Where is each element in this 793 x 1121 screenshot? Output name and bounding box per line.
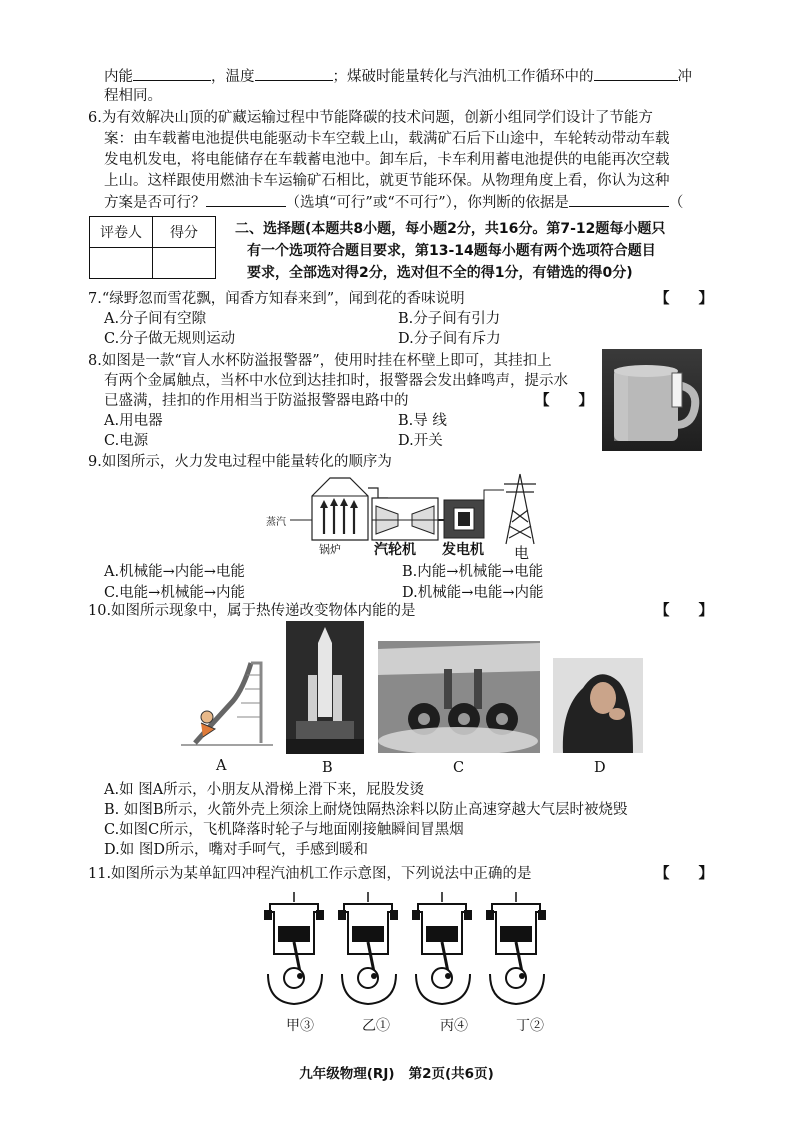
label-img-d: D [594, 760, 606, 776]
q9-option-a[interactable]: A.机械能→内能→电能 [104, 564, 245, 580]
q9-option-b[interactable]: B.内能→机械能→电能 [402, 564, 544, 580]
mug-photo [602, 349, 702, 451]
q8-option-c[interactable]: C.电源 [104, 433, 149, 449]
engine-label-yi: 乙① [362, 1018, 390, 1034]
engine-label-ding: 丁② [516, 1018, 544, 1034]
q5-line1: 内能 ，温度 ；煤破时能量转化与汽油机工作循环中的 冲 [104, 66, 692, 87]
page-footer: 九年级物理(RJ) 第2页(共6页) [299, 1066, 494, 1082]
rocket-image [286, 621, 364, 754]
four-stroke-engine-svg [260, 892, 550, 1010]
q6-line3: 发电机发电，将电能储存在车载蓄电池中。卸车后，卡车利用蓄电池提供的电能再次空载 [104, 152, 670, 168]
q7-option-d[interactable]: D.分子间有斥力 [398, 331, 501, 347]
q9-option-d[interactable]: D.机械能→电能→内能 [402, 585, 544, 601]
q8-line2: 有两个金属触点，当杯中水位到达挂扣时，报警器会发出蜂鸣声，提示水 [104, 373, 568, 389]
slide-image [181, 655, 273, 750]
q8-answer-bracket[interactable]: 【 】 [535, 393, 593, 409]
plane-landing-icon [378, 641, 540, 753]
label-img-a: A [216, 758, 227, 774]
section2-line3: 要求，全部选对得2分，选对但不全的得1分，有错选的得0分) [247, 265, 633, 281]
q8-option-a[interactable]: A.用电器 [104, 413, 163, 429]
q10-option-d[interactable]: D.如 图D所示，嘴对手呵气，手感到暖和 [104, 842, 368, 858]
q6-line4: 上山。这样跟使用燃油卡车运输矿石相比，就更节能环保。从物理角度上看，你认为这种 [104, 173, 670, 189]
q8-line1: 8.如图是一款“盲人水杯防溢报警器”，使用时挂在杯壁上即可，其挂扣上 [88, 353, 552, 369]
label-steam: 蒸汽 [266, 517, 286, 528]
q10-option-c[interactable]: C.如图C所示，飞机降落时轮子与地面刚接触瞬间冒黑烟 [104, 822, 464, 838]
label-generator: 发电机 [442, 542, 484, 558]
q9-option-c[interactable]: C.电能→机械能→内能 [104, 585, 245, 601]
q8-line3: 已盛满，挂扣的作用相当于防溢报警器电路中的 [104, 393, 409, 409]
engine-strokes-diagram [260, 892, 550, 1010]
label-img-b: B [322, 760, 333, 776]
section2-line1: 二、选择题(本题共8小题，每小题2分，共16分。第7-12题每小题只 [235, 221, 666, 237]
plane-image [378, 641, 540, 753]
breath-image [553, 658, 643, 753]
section2-heading [235, 218, 665, 284]
section2-line2: 有一个选项符合题目要求，第13-14题每小题有两个选项符合题目 [247, 243, 656, 259]
q6-line5: 方案是否可行？ （选填“可行”或“不可行”），你判断的依据是 （ [104, 192, 683, 213]
person-blowing-hands-icon [553, 658, 643, 753]
q7-option-c[interactable]: C.分子做无规则运动 [104, 331, 236, 347]
q8-option-b[interactable]: B.导 线 [398, 413, 447, 429]
score-header: 得分 [153, 217, 216, 248]
q7-option-a[interactable]: A.分子间有空隙 [104, 311, 207, 327]
q10-stem: 10.如图所示现象中，属于热传递改变物体内能的是 [88, 603, 416, 619]
slide-icon [181, 655, 273, 750]
q6-line2: 案：由车载蓄电池提供电能驱动卡车空载上山，载满矿石后下山途中，车轮转动带动车载 [104, 131, 670, 147]
mug-icon [602, 349, 702, 451]
q7-answer-bracket[interactable]: 【 】 [655, 291, 713, 307]
q7-option-b[interactable]: B.分子间有引力 [398, 311, 501, 327]
q7-stem: 7.“绿野忽而雪花飘，闻香方知春来到”，闻到花的香味说明 [88, 291, 465, 307]
q6-line1: 6.为有效解决山顶的矿藏运输过程中节能降碳的技术问题，创新小组同学们设计了节能方 [88, 110, 653, 126]
rocket-icon [286, 621, 364, 754]
grader-table [89, 216, 216, 279]
label-power: 电 [514, 544, 530, 562]
q10-answer-bracket[interactable]: 【 】 [655, 603, 713, 619]
score-cell[interactable] [153, 248, 216, 279]
engine-label-bing: 丙④ [440, 1018, 468, 1034]
q5-line2: 程相同。 [104, 88, 162, 104]
q10-option-a[interactable]: A.如 图A所示，小朋友从滑梯上滑下来，屁股发烫 [104, 782, 425, 798]
q11-answer-bracket[interactable]: 【 】 [655, 866, 713, 882]
q8-option-d[interactable]: D.开关 [398, 433, 443, 449]
label-boiler: 锅炉 [319, 543, 341, 556]
label-turbine: 汽轮机 [374, 542, 416, 558]
grader-header: 评卷人 [90, 217, 153, 248]
q11-stem: 11.如图所示为某单缸四冲程汽油机工作示意图，下列说法中正确的是 [88, 866, 532, 882]
label-img-c: C [453, 760, 465, 776]
q9-stem: 9.如图所示，火力发电过程中能量转化的顺序为 [88, 454, 392, 470]
q10-option-b[interactable]: B. 如图B所示，火箭外壳上须涂上耐烧蚀隔热涂料以防止高速穿越大气层时被烧毁 [104, 802, 628, 818]
grader-cell[interactable] [90, 248, 153, 279]
engine-label-jia: 甲③ [286, 1018, 314, 1034]
